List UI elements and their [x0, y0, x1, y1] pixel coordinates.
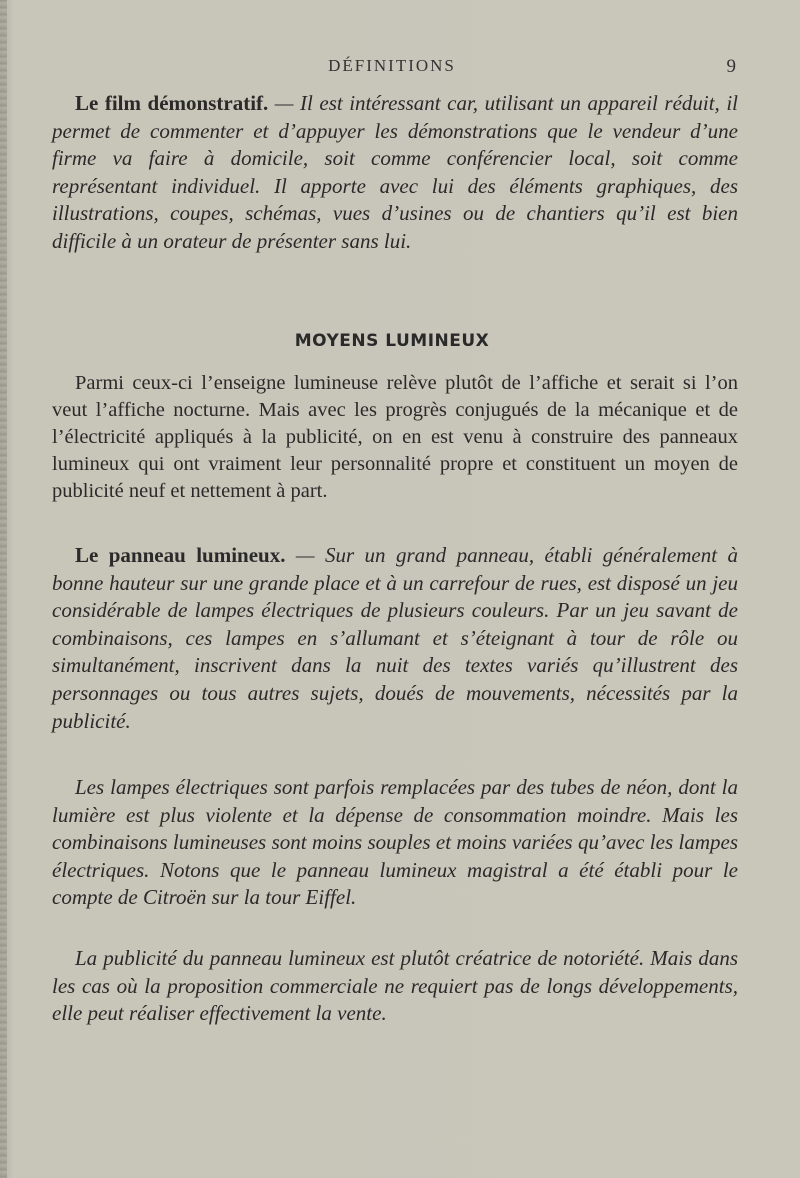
paragraph-neon	[52, 774, 738, 912]
page-binding-edge	[0, 0, 7, 1178]
paragraph-moyens-lumineux	[52, 370, 738, 505]
paragraph-body: — Il est intéressant car, utilisant un appareil réduit, il permet de commenter et d’appuyer les démonstrations que le vendeur d’une firme va faire à domicile, soit comme conférencier local, soit comme représentant individuel. Il apporte avec lui des éléments graphiques, des illustrations, coupes, schémas, vues d’usines ou de chantiers qu’il est bien difficile à un orateur de présenter sans lui.	[52, 91, 739, 253]
running-head	[0, 56, 800, 80]
paragraph-body: La publicité du panneau lumineux est plutôt créatrice de notoriété. Mais dans les cas où la proposition commerciale ne requiert pas de longs développements, elle peut réaliser effectivement la vente.	[52, 946, 738, 1026]
paragraph-film-demonstratif	[52, 90, 738, 256]
paragraph-body: Les lampes électriques sont parfois remplacées par des tubes de néon, dont la lumière est plus violente et la dépense de consommation moindre. Mais les combinaisons lumineuses sont moins souples et moins variées qu’avec les lampes électriques. Notons que le panneau lumineux magistral a été établi pour le compte de Citroën sur la tour Eiffel.	[52, 775, 738, 910]
paragraph-lead: Le panneau lumineux.	[75, 543, 286, 567]
paragraph-body: Parmi ceux-ci l’enseigne lumineuse relève plutôt de l’affiche et serait si l’on veut l’affiche nocturne. Mais avec les progrès conjugués de la mécanique et de l’électricité appliqués à la publicité, on en est venu à construire des panneaux lumineux qui ont vraiment leur personnalité propre et constituent un moyen de publicité neuf et nettement à part.	[52, 372, 738, 502]
paragraph-body: — Sur un grand panneau, établi généralement à bonne hauteur sur une grande place et à un carrefour de rues, est disposé un jeu considérable de lampes électriques de plusieurs couleurs. Par un jeu savant de combinaisons, ces lampes en s’allumant et s’éteignant à tour de rôle ou simultanément, inscrivent dans la nuit des textes variés qu’illustrent des personnages ou tous autres sujets, doués de mouvements, nécessités par la publicité.	[52, 543, 738, 733]
running-title: DÉFINITIONS	[328, 56, 456, 75]
paragraph-lead: Le film démonstratif.	[75, 91, 269, 115]
paragraph-notoriete	[52, 945, 738, 1028]
page-number: 9	[726, 56, 736, 77]
paragraph-panneau-lumineux	[52, 542, 738, 735]
section-heading: MOYENS LUMINEUX	[294, 331, 490, 351]
